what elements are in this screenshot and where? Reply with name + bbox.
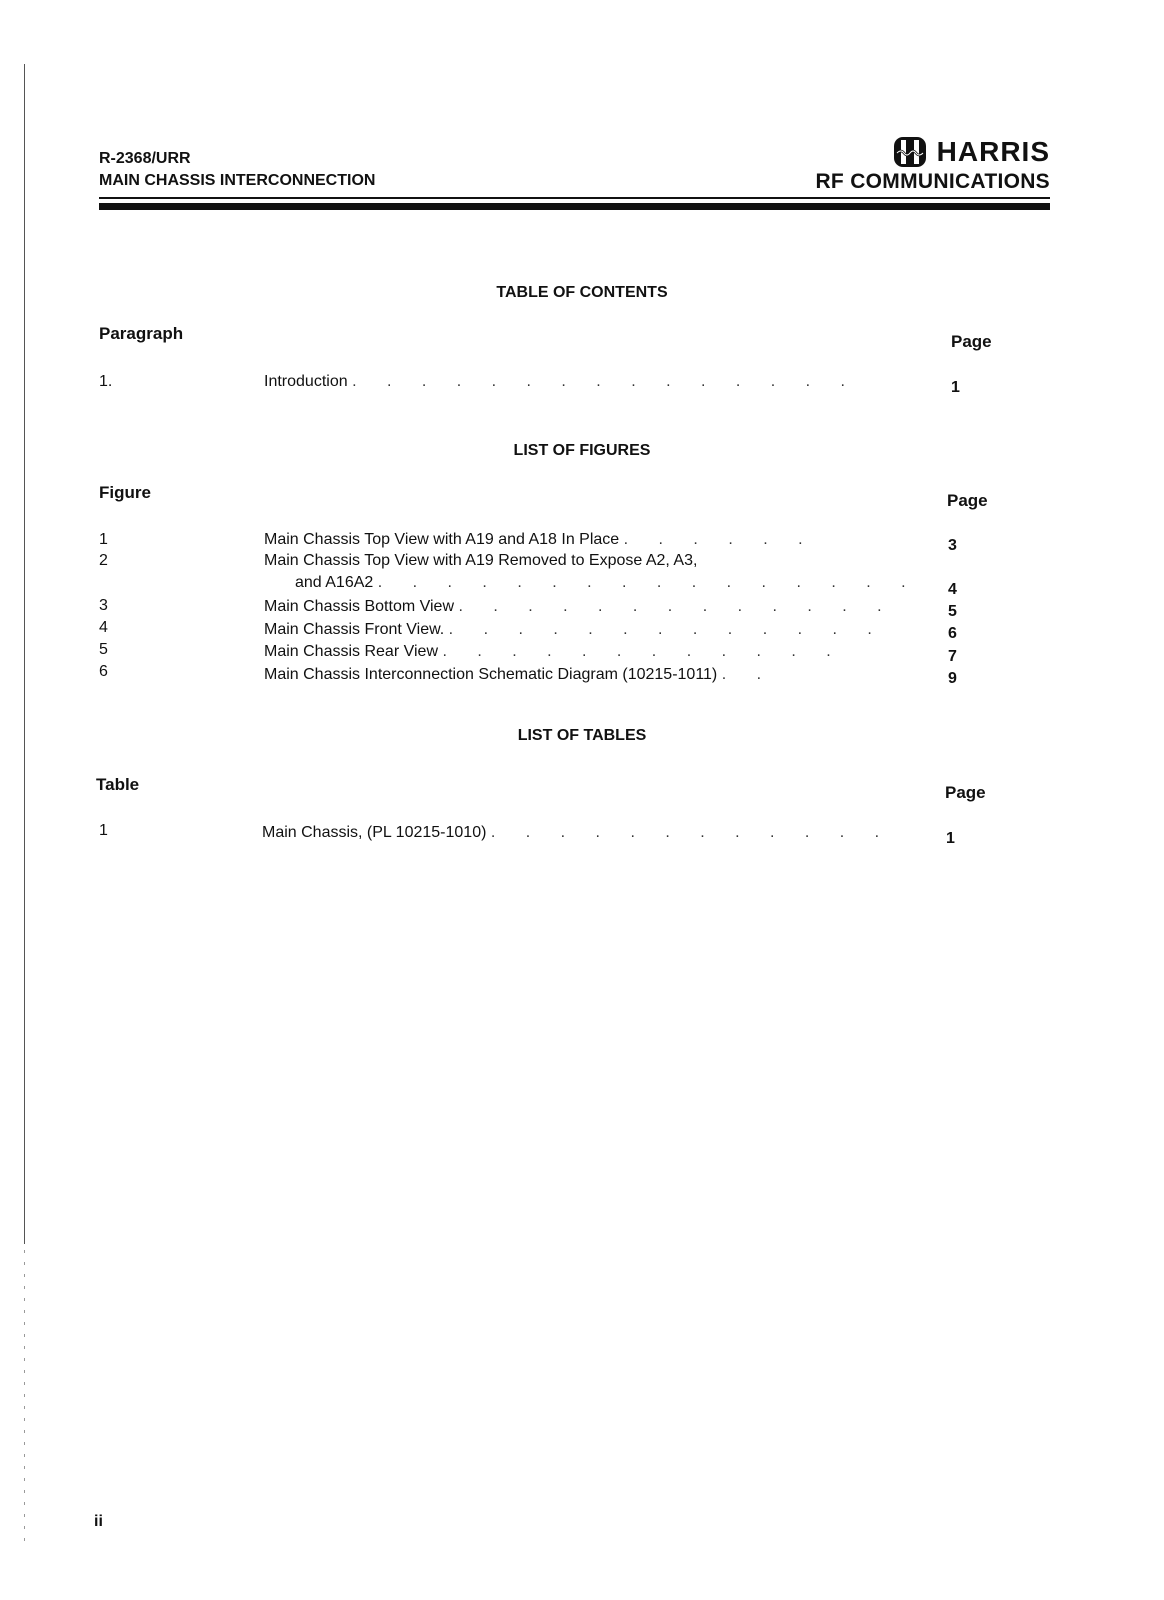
leader-dots: . . . . . . . . . . . . .: [458, 598, 895, 615]
figure-text: Main Chassis Top View with A19 and A18 In Place: [264, 531, 620, 548]
header-rule-thick: [99, 203, 1050, 210]
header-left: [99, 148, 375, 192]
figure-entry: [264, 642, 844, 662]
figure-num: 3: [99, 597, 108, 614]
figure-entry: [264, 620, 885, 640]
table-num: 1: [99, 822, 108, 839]
leader-dots: . . . . . .: [623, 531, 816, 548]
leader-dots: . . . . . . . . . . . .: [442, 643, 844, 660]
scan-edge-line: [24, 64, 25, 1244]
header-rule-thin: [99, 197, 1050, 199]
figure-page: 7: [948, 648, 957, 665]
figures-title: LIST OF FIGURES: [513, 442, 651, 459]
toc-item-text: Introduction: [264, 373, 348, 390]
figure-page: 6: [948, 625, 957, 642]
figure-page: 3: [948, 537, 957, 554]
brand-name: HARRIS: [936, 136, 1050, 167]
leader-dots: . . . . . . . . . . . . .: [448, 621, 885, 638]
doc-id: R-2368/URR: [99, 150, 191, 167]
brand-subtitle: RF COMMUNICATIONS: [815, 170, 1050, 193]
toc-item-num: 1.: [99, 373, 113, 390]
figures-col-page: Page: [947, 491, 988, 510]
doc-subtitle: MAIN CHASSIS INTERCONNECTION: [99, 172, 376, 189]
figure-entry: [264, 530, 816, 550]
figure-text: Main Chassis Top View with A19 Removed to Expose A2, A3,: [264, 552, 698, 569]
tables-col-page: Page: [945, 783, 986, 802]
figure-entry: [264, 597, 895, 617]
toc-title: TABLE OF CONTENTS: [496, 284, 668, 301]
leader-dots: . .: [721, 666, 775, 683]
figure-entry-cont: [295, 573, 919, 593]
figure-text-cont: and A16A2: [295, 574, 374, 591]
figure-num: 4: [99, 619, 108, 636]
figure-text: Main Chassis Interconnection Schematic Diagram (10215-1011): [264, 666, 718, 683]
leader-dots: . . . . . . . . . . . . . . .: [352, 373, 858, 390]
table-page: 1: [946, 830, 955, 847]
figure-num: 2: [99, 552, 108, 569]
toc-col-paragraph: Paragraph: [99, 324, 184, 343]
figure-num: 6: [99, 663, 108, 680]
leader-dots: . . . . . . . . . . . . . . . .: [377, 574, 919, 591]
header-brand: [815, 136, 1050, 196]
table-entry: [262, 823, 892, 843]
figure-num: 5: [99, 641, 108, 658]
toc-item: [264, 372, 858, 392]
figures-col-figure: Figure: [99, 483, 151, 502]
scan-edge-dots: [24, 1250, 25, 1550]
toc-item-page: 1: [951, 379, 960, 396]
page-number: ii: [94, 1513, 103, 1530]
figure-text: Main Chassis Rear View: [264, 643, 438, 660]
toc-col-page: Page: [951, 332, 992, 351]
figure-page: 5: [948, 603, 957, 620]
figure-text: Main Chassis Front View.: [264, 621, 445, 638]
figure-num: 1: [99, 531, 108, 548]
figure-entry: [264, 551, 697, 571]
figure-entry: [264, 665, 774, 685]
table-text: Main Chassis, (PL 10215-1010): [262, 824, 487, 841]
tables-col-table: Table: [96, 775, 140, 794]
leader-dots: . . . . . . . . . . . .: [490, 824, 893, 841]
figure-text: Main Chassis Bottom View: [264, 598, 454, 615]
figure-page: 4: [948, 581, 957, 598]
tables-title: LIST OF TABLES: [517, 727, 647, 744]
figure-page: 9: [948, 670, 957, 687]
harris-logo-icon: [893, 136, 927, 168]
